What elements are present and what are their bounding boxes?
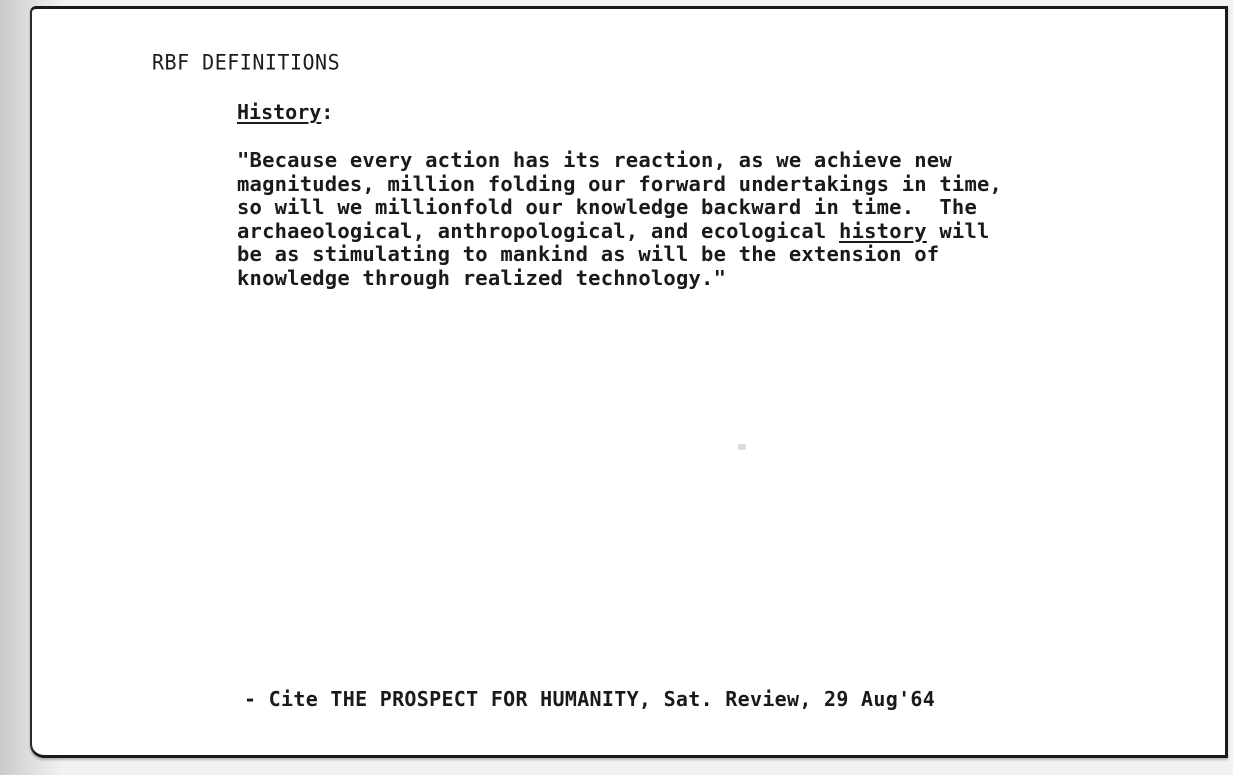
definition-quote xyxy=(237,149,1002,290)
paper-speck xyxy=(738,444,746,450)
quote-line-4-before: archaeological, anthropological, and ecological xyxy=(237,218,840,243)
citation: - Cite THE PROSPECT FOR HUMANITY, Sat. Review, 29 Aug'64 xyxy=(244,687,936,711)
quote-underlined-word: history xyxy=(839,218,927,243)
definition-card xyxy=(30,6,1228,758)
term-colon: : xyxy=(321,100,334,124)
quote-line-1: "Because every action has its reaction, as we achieve new xyxy=(237,148,952,172)
quote-line-3: so will we millionfold our knowledge backward in time. The xyxy=(237,195,977,219)
quote-line-4-after: will xyxy=(926,218,990,243)
term-line xyxy=(237,100,333,124)
quote-line-4 xyxy=(237,219,990,243)
quote-line-6: knowledge through realized technology." xyxy=(237,265,727,290)
quote-line-2: magnitudes, million folding our forward undertakings in time, xyxy=(237,171,1003,196)
quote-line-5: be as stimulating to mankind as will be the extension of xyxy=(237,242,940,266)
card-heading: RBF DEFINITIONS xyxy=(152,49,341,75)
definition-term: History xyxy=(237,100,322,124)
